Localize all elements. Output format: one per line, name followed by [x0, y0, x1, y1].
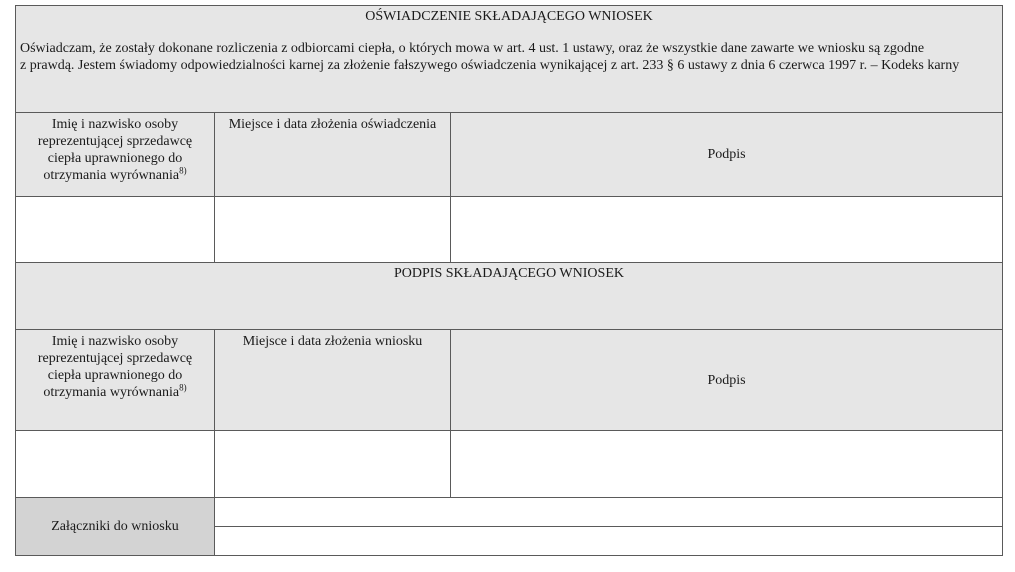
signature-section-block — [15, 262, 1003, 330]
declaration-signature-field[interactable] — [450, 196, 1003, 263]
declaration-place-header — [214, 112, 451, 197]
signature-place-field[interactable] — [214, 430, 451, 498]
declaration-block — [15, 5, 1003, 113]
declaration-place-header-text: Miejsce i data złożenia oświadczenia — [228, 117, 437, 132]
declaration-name-field[interactable] — [15, 196, 215, 263]
signature-signature-header-text: Podpis — [707, 372, 746, 388]
attachments-field-1[interactable] — [214, 497, 1003, 527]
signature-signature-field[interactable] — [450, 430, 1003, 498]
declaration-name-header — [15, 112, 215, 197]
declaration-text — [20, 40, 1000, 74]
declaration-place-field[interactable] — [214, 196, 451, 263]
footnote-marker: 8) — [179, 382, 187, 393]
declaration-signature-header-text: Podpis — [707, 147, 746, 162]
attachments-field-2[interactable] — [214, 526, 1003, 556]
declaration-name-header-text: Imię i nazwisko osoby reprezentującej sprzedawcę ciepła uprawnionego do otrzymania wyrównania — [37, 117, 193, 183]
attachments-label — [15, 497, 215, 556]
declaration-text-line-2: z prawdą. Jestem świadomy odpowiedzialności karnej za złożenie fałszywego oświadczenia wynikającej z art. 233 § 6 ustawy z dnia 6 czerwca 1997 r. – Kodeks karny — [20, 58, 960, 73]
application-form — [15, 5, 1003, 556]
signature-place-header — [214, 329, 451, 431]
signature-name-header-text: Imię i nazwisko osoby reprezentującej sprzedawcę ciepła uprawnionego do otrzymania wyrównania — [37, 334, 193, 400]
declaration-text-line-1: Oświadczam, że zostały dokonane rozliczenia z odbiorcami ciepła, o których mowa w art. 4 ust. 1 ustawy, oraz że wszystkie dane zawarte we wniosku są zgodne — [20, 41, 925, 56]
attachments-label-text: Załączniki do wniosku — [51, 519, 179, 534]
footnote-marker: 8) — [179, 165, 187, 176]
signature-name-header — [15, 329, 215, 431]
declaration-signature-header — [450, 112, 1003, 197]
signature-place-header-text: Miejsce i data złożenia wniosku — [242, 334, 423, 349]
declaration-title: OŚWIADCZENIE SKŁADAJĄCEGO WNIOSEK — [365, 9, 653, 24]
signature-name-field[interactable] — [15, 430, 215, 498]
signature-signature-header — [450, 329, 1003, 431]
signature-section-title: PODPIS SKŁADAJĄCEGO WNIOSEK — [394, 266, 624, 281]
